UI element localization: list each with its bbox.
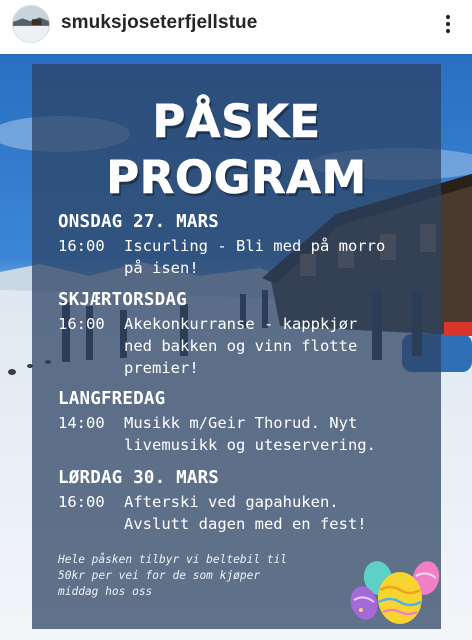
poster-title-line1: PÅSKE bbox=[152, 95, 321, 148]
event-description-line: Musikk m/Geir Thorud. Nyt bbox=[124, 414, 358, 432]
footer-note-line: 50kr per vei for de som kjøper bbox=[58, 569, 261, 582]
event-description-line: livemusikk og uteservering. bbox=[124, 436, 376, 454]
event-description-line: Iscurling - Bli med på morro bbox=[124, 237, 386, 255]
event-description-line: Avslutt dagen med en fest! bbox=[124, 515, 367, 533]
event-time: 16:00 bbox=[58, 237, 105, 255]
avatar[interactable] bbox=[12, 5, 50, 43]
event-description-line: på isen! bbox=[124, 259, 199, 277]
program-card bbox=[32, 64, 441, 629]
event-description-line: ned bakken og vinn flotte bbox=[124, 337, 358, 355]
more-options-icon[interactable] bbox=[436, 12, 460, 36]
post-image[interactable] bbox=[0, 54, 472, 640]
event-description-line: premier! bbox=[124, 359, 199, 377]
event-description bbox=[124, 235, 429, 279]
footer-note-line: middag hos oss bbox=[58, 585, 153, 598]
event-day: LØRDAG 30. MARS bbox=[58, 468, 220, 488]
poster-title-line2: PROGRAM bbox=[106, 151, 367, 204]
event-time: 16:00 bbox=[58, 315, 105, 333]
event-day: ONSDAG 27. MARS bbox=[58, 212, 220, 232]
event-description bbox=[124, 313, 429, 379]
profile-photo-icon bbox=[13, 6, 49, 42]
event-time: 14:00 bbox=[58, 414, 105, 432]
event-day: SKJÆRTORSDAG bbox=[58, 290, 187, 310]
easter-eggs-icon bbox=[350, 548, 442, 628]
event-description bbox=[124, 491, 429, 535]
footer-note bbox=[58, 552, 348, 600]
event-day: LANGFREDAG bbox=[58, 389, 166, 409]
event-description bbox=[124, 412, 429, 456]
event-time: 16:00 bbox=[58, 493, 105, 511]
event-description-line: Afterski ved gapahuken. bbox=[124, 493, 339, 511]
footer-note-line: Hele påsken tilbyr vi beltebil til bbox=[58, 553, 288, 566]
event-description-line: Akekonkurranse - kappkjør bbox=[124, 315, 358, 333]
post-header bbox=[0, 0, 472, 54]
username[interactable]: smuksjoseterfjellstue bbox=[61, 12, 258, 33]
